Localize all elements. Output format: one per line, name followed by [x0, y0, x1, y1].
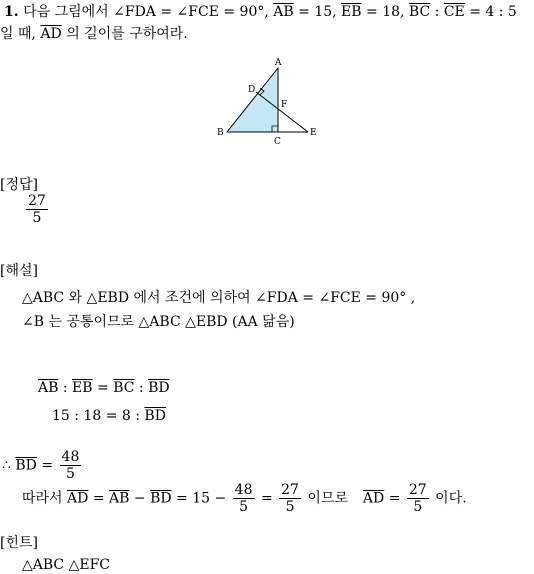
segment-ce: $\overline{CE}$ [443, 4, 465, 20]
triangle-figure [212, 55, 322, 150]
condition-angles: ∠FDA = ∠FCE = 90° [113, 4, 265, 20]
hint-header: [힌트] [0, 535, 38, 551]
label-e: E [310, 128, 317, 138]
label-d: D [248, 85, 256, 95]
problem-line-1: 1. 다음 그림에서 ∠FDA = ∠FCE = 90°, $\overline{AB} = 15$, $\overline{EB} = 18$, $\overline{BC}$ : $\overline{CE} = 4$ : 5 [4, 4, 517, 20]
triangle-abc-fill [227, 68, 278, 132]
segment-ad: $\overline{AD}$ [40, 26, 62, 42]
equation-2: 15 : 18 = 8 : $\overline{BD}$ [52, 408, 166, 424]
label-f: F [281, 100, 288, 110]
problem-number: 1. [4, 4, 19, 20]
answer-header: [정답] [0, 177, 38, 193]
answer-fraction [24, 193, 50, 226]
explanation-line-2: ∠B 는 공통이므로 △ABC △EBD (AA 닮음) [22, 314, 295, 330]
therefore-line: ∴ $\overline{BD}$ = $\frac{48}{5}$ [2, 449, 80, 482]
segment-bc: $\overline{BC}$ [408, 4, 431, 20]
explanation-line-1: △ABC 와 △EBD 에서 조건에 의하여 ∠FDA = ∠FCE = 90° , [22, 290, 416, 306]
problem-line-2: 일 때, $\overline{AD}$ 의 길이를 구하여라. [0, 26, 188, 42]
hint-text: △ABC △EFC [22, 557, 110, 573]
equation-1: $\overline{AB}$ : $\overline{EB} = \overline{BC}$ : $\overline{BD}$ [38, 380, 170, 396]
explanation-header: [해설] [0, 263, 38, 279]
segment-ab: $\overline{AB}$ [273, 4, 294, 20]
answer-numerator: 27 [28, 193, 46, 209]
label-b: B [217, 128, 224, 138]
final-line: 따라서 $\overline{AD} = \overline{AB} - \overline{BD} = 15$ − $\frac{48}{5}$ = $\frac{27}{5}$ 이므로 $\overline{AD}$ = $\frac{27}{5}$ 이다. [22, 482, 467, 515]
answer-denominator: 5 [32, 210, 42, 226]
label-a: A [275, 58, 282, 68]
problem-intro: 다음 그림에서 [23, 4, 109, 20]
label-c: C [274, 137, 281, 147]
segment-eb: $\overline{EB}$ [341, 4, 362, 20]
